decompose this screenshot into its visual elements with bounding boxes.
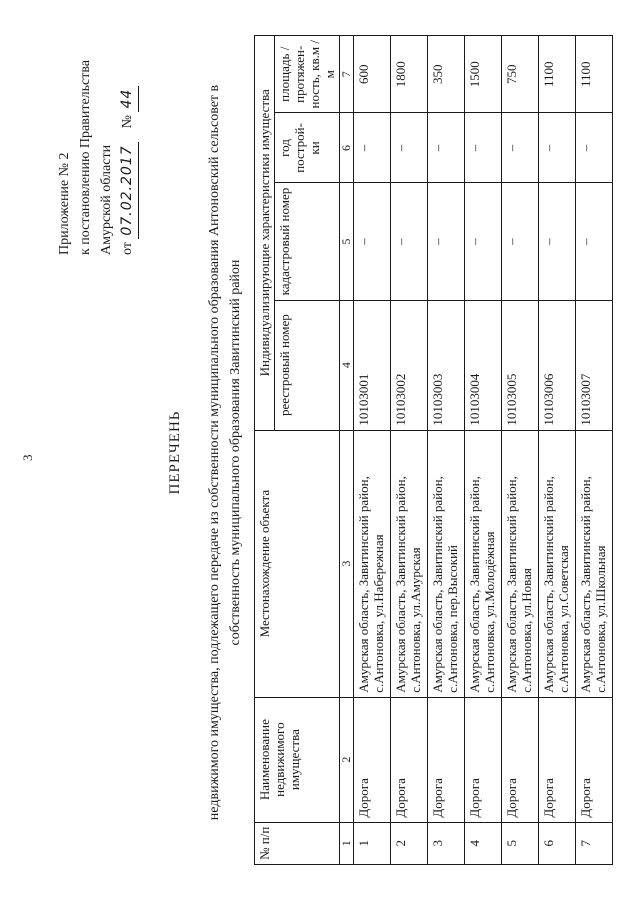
registry-number: 10103002 [391, 300, 428, 430]
handwritten-number: 44 [117, 86, 139, 112]
appendix-title: Приложение № 2 [57, 152, 72, 255]
row-number: 5 [502, 822, 539, 864]
row-number: 7 [576, 822, 613, 864]
registry-number: 10103003 [428, 300, 465, 430]
property-name: Дорога [428, 697, 465, 822]
property-name: Дорога [576, 697, 613, 822]
property-name: Дорога [391, 697, 428, 822]
header-characteristics: Индивидуализирующие характеристики имущества [255, 36, 275, 431]
header-location: Местонахождение объекта [255, 430, 340, 697]
area-length: 1100 [539, 36, 576, 114]
column-number: 6 [340, 113, 354, 183]
handwritten-date: 07.02.2017 [117, 142, 139, 238]
row-number: 3 [428, 822, 465, 864]
cadastral-number: – [391, 183, 428, 300]
appendix-region: Амурской области [99, 144, 114, 255]
property-location: Амурская область, Завитинский район, с.Антоновка, ул.Советская [539, 430, 576, 697]
row-number: 2 [391, 822, 428, 864]
table-row [576, 36, 613, 865]
area-length: 1100 [576, 36, 613, 114]
property-name: Дорога [539, 697, 576, 822]
cadastral-number: – [502, 183, 539, 300]
table-row [502, 36, 539, 865]
header-num: № п/п [255, 822, 340, 864]
title-line-2: собственность муниципального образования Завитинский район [228, 259, 243, 646]
number-prefix: № [120, 115, 135, 129]
area-length: 1500 [465, 36, 502, 114]
header-year: год построй- ки [275, 113, 340, 183]
construction-year: – [502, 113, 539, 183]
row-number: 1 [354, 822, 391, 864]
construction-year: – [576, 113, 613, 183]
property-location: Амурская область, Завитинский район, с.Антоновка, ул.Набережная [354, 430, 391, 697]
cadastral-number: – [465, 183, 502, 300]
cadastral-number: – [539, 183, 576, 300]
property-location: Амурская область, Завитинский район, с.Антоновка, ул.Молодёжная [465, 430, 502, 697]
property-location: Амурская область, Завитинский район, с.Антоновка, ул.Школьная [576, 430, 613, 697]
column-number-row [340, 36, 354, 865]
column-number: 4 [340, 300, 354, 430]
construction-year: – [391, 113, 428, 183]
title-line-1: недвижимого имущества, подлежащего передаче из собственности муниципального образования Антоновский сельсовет в [207, 84, 222, 821]
table-body [354, 36, 613, 865]
property-location: Амурская область, Завитинский район, с.Антоновка, ул.Амурская [391, 430, 428, 697]
area-length: 600 [354, 36, 391, 114]
appendix-resolution: к постановлению Правительства [78, 59, 93, 255]
column-number: 1 [340, 822, 354, 864]
area-length: 1800 [391, 36, 428, 114]
cadastral-number: – [354, 183, 391, 300]
construction-year: – [428, 113, 465, 183]
date-prefix: от [120, 242, 135, 255]
page-number: 3 [20, 454, 35, 461]
cadastral-number: – [428, 183, 465, 300]
column-number: 7 [340, 36, 354, 114]
appendix-block [54, 60, 139, 255]
row-number: 6 [539, 822, 576, 864]
area-length: 350 [428, 36, 465, 114]
column-number: 5 [340, 183, 354, 300]
table-row [465, 36, 502, 865]
property-name: Дорога [502, 697, 539, 822]
property-location: Амурская область, Завитинский район, с.Антоновка, ул.Новая [502, 430, 539, 697]
registry-number: 10103001 [354, 300, 391, 430]
construction-year: – [354, 113, 391, 183]
document-title: ПЕРЕЧЕНЬ [167, 410, 183, 495]
registry-number: 10103004 [465, 300, 502, 430]
registry-number: 10103007 [576, 300, 613, 430]
column-number: 2 [340, 697, 354, 822]
table-row [354, 36, 391, 865]
property-name: Дорога [465, 697, 502, 822]
row-number: 4 [465, 822, 502, 864]
appendix-date-line [117, 60, 139, 255]
property-name: Дорога [354, 697, 391, 822]
registry-number: 10103006 [539, 300, 576, 430]
cadastral-number: – [576, 183, 613, 300]
column-number: 3 [340, 430, 354, 697]
table-row [428, 36, 465, 865]
header-reg-number: реестровый номер [275, 300, 340, 430]
table-row [539, 36, 576, 865]
header-name: Наименование недвижимого имущества [255, 697, 340, 822]
property-location: Амурская область, Завитинский район, с.Антоновка, пер.Высокий [428, 430, 465, 697]
table-row [391, 36, 428, 865]
area-length: 750 [502, 36, 539, 114]
registry-number: 10103005 [502, 300, 539, 430]
property-table [254, 35, 613, 865]
header-cadastral-number: кадастровый номер [275, 183, 340, 300]
construction-year: – [465, 113, 502, 183]
construction-year: – [539, 113, 576, 183]
header-area: площадь / протяжен- ность, кв.м / м [275, 36, 340, 114]
